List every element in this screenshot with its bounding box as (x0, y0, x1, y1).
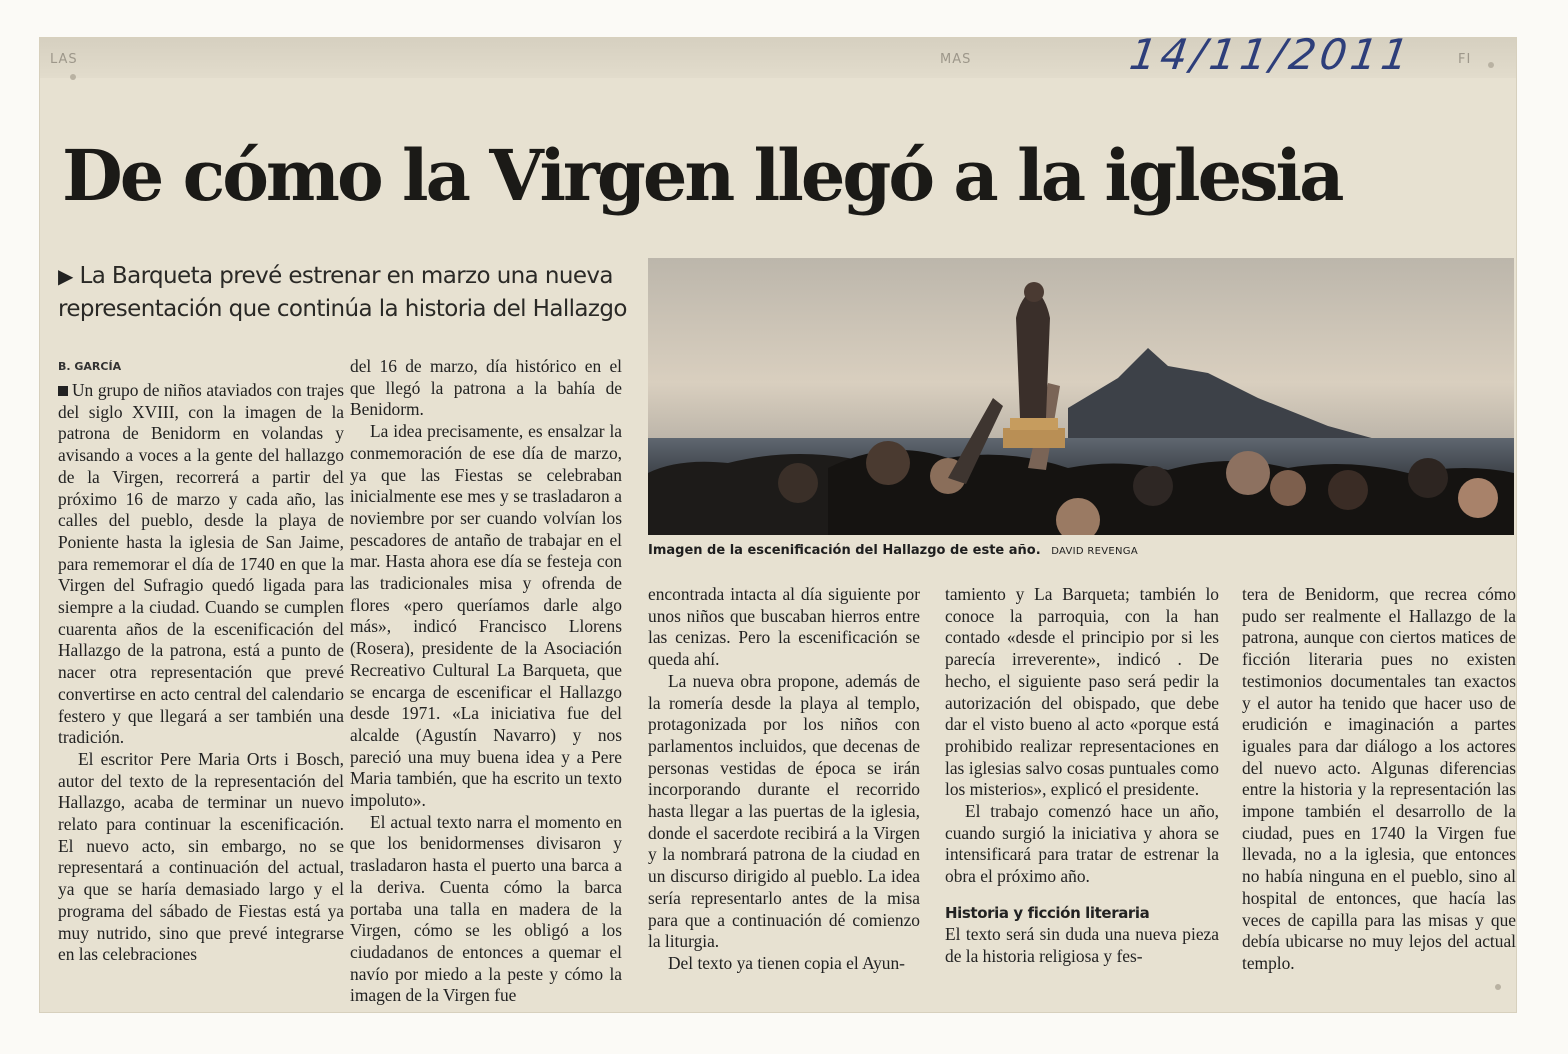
paragraph (350, 356, 622, 421)
section-label-right: FI (1458, 52, 1472, 67)
paragraph-text: tamiento y La Barqueta; también lo conoce la parroquia, con la han contado «desde el principio por si les parecía irreverente», indicó . De hecho, el siguiente paso será pedir la autorización del obispado, que debe dar el visto bueno al acto «porque está prohibido realizar representaciones en las iglesias salvo cosas puntuales como los misterios», explicó el presidente. (945, 584, 1219, 800)
punch-hole (70, 74, 76, 80)
paragraph-text: del 16 de marzo, día histórico en el que llegó la patrona a la bahía de Benidorm. (350, 356, 622, 420)
byline: B. GARCÍA (58, 360, 122, 373)
caption-text: Imagen de la escenificación del Hallazgo de este año. (648, 543, 1041, 558)
paragraph-text: El trabajo comenzó hace un año, cuando surgió la iniciativa y ahora se intensificará para tratar de estrenar la obra el próximo año. (945, 801, 1219, 887)
paragraph-text: encontrada intacta al día siguiente por unos niños que buscaban hierros entre las cenizas. Pero la escenificación se queda ahí. (648, 584, 920, 670)
paragraph (648, 671, 920, 953)
column-4-continued (945, 924, 1219, 967)
paragraph-text: Un grupo de niños ataviados con trajes del siglo XVIII, con la imagen de la patrona de Benidorm en volandas y avisando a voces a la gente del hallazgo de la Virgen, recorrerá a partir del próximo 16 de marzo y cada año, las calles del pueblo, desde la playa de Poniente hasta la iglesia de San Jaime, para rememorar el día de 1740 en que la Virgen del Sufragio quedó ligada para siempre a la ciudad. Cuando se cumplen cuarenta años de la escenificación del Hallazgo de la patrona, está a punto de nacer otra representación que prevé convertirse en acto central del calendario festero y que llegará a ser también una tradición. (58, 380, 344, 748)
subheading: Historia y ficción literaria (945, 903, 1150, 922)
paragraph-text: El texto será sin duda una nueva pieza de la historia religiosa y fes- (945, 923, 1219, 966)
paragraph (945, 801, 1219, 888)
paragraph (945, 584, 1219, 801)
paragraph-text: El actual texto narra el momento en que los benidormenses divisaron y trasladaron hasta el puerto una barca a la deriva. Cuenta cómo la barca portaba una talla en madera de la Virgen, cómo se les obligó a los ciudadanos de entonces a quemar el navío por miedo a la peste y cómo la imagen de la Virgen fue (350, 811, 622, 1006)
column-5 (1242, 584, 1516, 975)
column-3 (648, 584, 920, 975)
punch-hole (1495, 984, 1501, 990)
handwritten-date: 14/11/2011 (1126, 30, 1416, 79)
paragraph-text: El escritor Pere Maria Orts i Bosch, autor del texto de la representación del Hallazgo, acaba de terminar un nuevo relato para continuar la escenificación. El nuevo acto, sin embargo, no se representará a continuación del actual, ya que se haría demasiado largo y el programa del sábado de Fiestas está ya muy nutrido, sino que prevé integrarse en las celebraciones (58, 748, 344, 965)
dek (58, 260, 648, 326)
photo-credit: DAVID REVENGA (1051, 546, 1138, 557)
punch-hole (1488, 62, 1494, 68)
triangle-bullet-icon: ▶ (58, 264, 73, 288)
paragraph (1242, 584, 1516, 975)
section-label-left: LAS (50, 52, 78, 67)
paragraph (648, 953, 920, 975)
photo-image (648, 258, 1514, 535)
column-4 (945, 584, 1219, 967)
photo (648, 258, 1514, 535)
newspaper-clipping (40, 38, 1516, 1012)
headline: De cómo la Virgen llegó a la iglesia (62, 134, 1342, 217)
paragraph (350, 812, 622, 1007)
photo-caption (648, 543, 1514, 558)
paragraph (58, 380, 344, 749)
section-label-mid: MAS (940, 52, 972, 67)
paragraph (350, 421, 622, 812)
lead-square-icon (58, 386, 68, 396)
column-2 (350, 356, 622, 1007)
column-1 (58, 380, 344, 966)
paragraph (58, 749, 344, 966)
dek-text: La Barqueta prevé estrenar en marzo una nueva representación que continúa la historia del Hallazgo (58, 263, 627, 322)
paragraph (945, 924, 1219, 967)
paragraph-text: tera de Benidorm, que recrea cómo pudo ser realmente el Hallazgo de la patrona, aunque con ciertos matices de ficción literaria pues no existen testimonios documentales tan exactos y el autor ha tenido que hacer uso de erudición e imaginación a partes iguales para dar diálogo a los actores del nuevo acto. Algunas diferencias entre la historia y la representación las impone también el desarrollo de la ciudad, pues en 1740 la Virgen fue llevada, no a la iglesia, que entonces no había ninguna en el pueblo, sino al hospital de entonces, que hacía las veces de capilla para las misas y que debía ubicarse no muy lejos del actual templo. (1242, 584, 1516, 973)
paragraph-text: Del texto ya tienen copia el Ayun- (668, 952, 905, 973)
column-4-body (945, 584, 1219, 888)
paragraph (648, 584, 920, 671)
paragraph-text: La idea precisamente, es ensalzar la conmemoración de ese día de marzo, ya que las Fiestas se celebraban inicialmente ese mes y se trasladaron a noviembre por ser cuando volvían los pescadores de antaño de trabajar en el mar. Hasta ahora ese día se festeja con las tradicionales misa y ofrenda de flores «pero queríamos darle algo más», indicó Francisco Llorens (Rosera), presidente de la Asociación Recreativo Cultural La Barqueta, que se encarga de escenificar el Hallazgo desde 1971. «La iniciativa fue del alcalde (Agustín Navarro) y nos pareció una muy buena idea y a Pere Maria también, que ha escrito un texto impoluto». (350, 421, 622, 811)
paragraph-text: La nueva obra propone, además de la romería desde la playa al templo, protagonizada por los niños con parlamentos incluidos, que decenas de personas vestidas de época se irán incorporando durante el recorrido hasta llegar a las puertas de la iglesia, donde el sacerdote recibirá a la Virgen y la nombrará patrona de la ciudad en un discurso dirigido al pueblo. La idea sería representarlo antes de la misa para que a continuación dé comienzo la liturgia. (648, 670, 920, 952)
